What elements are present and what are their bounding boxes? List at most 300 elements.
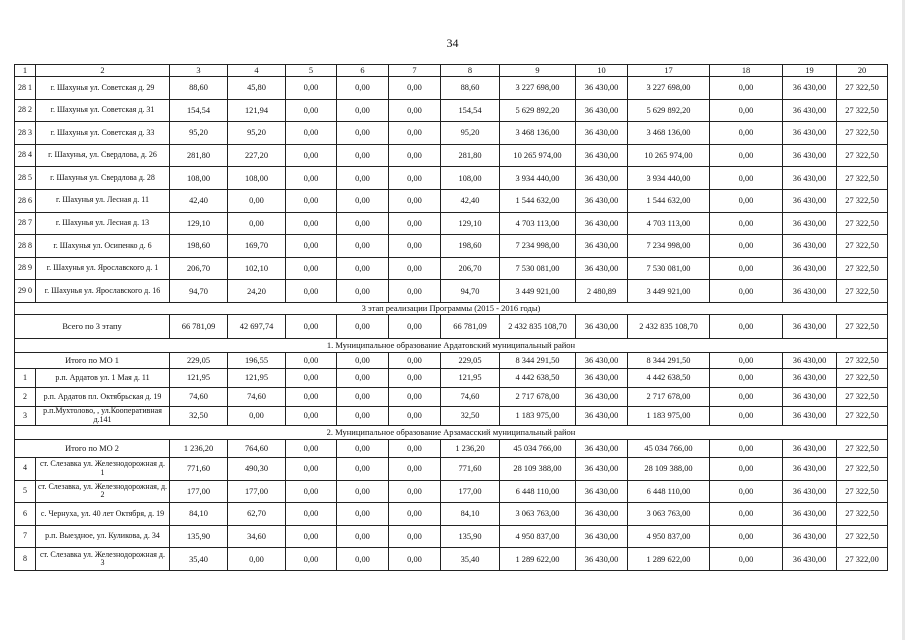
- table-cell: 0,00: [337, 480, 389, 503]
- table-cell: 0,00: [337, 257, 389, 280]
- table-cell: 9: [500, 65, 576, 77]
- section-title-row: [15, 302, 888, 314]
- table-cell: Итого по МО 1: [15, 352, 170, 368]
- table-row: [15, 480, 888, 503]
- table-cell: с. Чернуха, ул. 40 лет Октября, д. 19: [36, 503, 170, 526]
- table-cell: 0,00: [286, 368, 337, 387]
- table-cell: 0,00: [286, 167, 337, 190]
- table-cell: 0,00: [286, 77, 337, 100]
- table-cell: 129,10: [441, 212, 500, 235]
- table-cell: 0,00: [389, 352, 441, 368]
- table-cell: 102,10: [228, 257, 286, 280]
- table-cell: 27 322,50: [837, 144, 888, 167]
- table-cell: 1 183 975,00: [628, 406, 710, 425]
- section-title-row: [15, 338, 888, 352]
- table-cell: 0,00: [389, 480, 441, 503]
- table-cell: 3 063 763,00: [500, 503, 576, 526]
- table-cell: 0,00: [710, 439, 783, 457]
- table-cell: 1 289 622,00: [500, 548, 576, 571]
- table-row: [15, 235, 888, 258]
- table-cell: г. Шахунья ул. Советская д. 31: [36, 99, 170, 122]
- table-cell: 4 703 113,00: [500, 212, 576, 235]
- total-row: [15, 314, 888, 338]
- table-cell: 0,00: [337, 368, 389, 387]
- table-cell: 0,00: [337, 457, 389, 480]
- table-cell: 10: [576, 65, 628, 77]
- table-row: [15, 144, 888, 167]
- table-cell: 2: [15, 387, 36, 406]
- table-cell: 0,00: [337, 189, 389, 212]
- table-cell: 0,00: [710, 257, 783, 280]
- table-cell: 227,20: [228, 144, 286, 167]
- table-cell: 281,80: [441, 144, 500, 167]
- table-cell: 0,00: [337, 122, 389, 145]
- table-cell: 0,00: [286, 387, 337, 406]
- table-cell: г. Шахунья ул. Осипенко д. 6: [36, 235, 170, 258]
- table-cell: 0,00: [228, 406, 286, 425]
- table-cell: 28 9: [15, 257, 36, 280]
- table-cell: 0,00: [389, 235, 441, 258]
- table-cell: 36 430,00: [783, 439, 837, 457]
- table-cell: 3 934 440,00: [628, 167, 710, 190]
- table-cell: 8 344 291,50: [500, 352, 576, 368]
- table-cell: 27 322,50: [837, 457, 888, 480]
- table-cell: 0,00: [710, 525, 783, 548]
- table-cell: 7 530 081,00: [500, 257, 576, 280]
- table-cell: 36 430,00: [783, 548, 837, 571]
- table-cell: 771,60: [441, 457, 500, 480]
- table-cell: 0,00: [286, 503, 337, 526]
- table-cell: 36 430,00: [576, 387, 628, 406]
- table-cell: 0,00: [710, 457, 783, 480]
- table-cell: 36 430,00: [576, 368, 628, 387]
- table-cell: 6 448 110,00: [628, 480, 710, 503]
- table-cell: 177,00: [170, 480, 228, 503]
- table-cell: 5: [286, 65, 337, 77]
- table-cell: 121,94: [228, 99, 286, 122]
- table-cell: 10 265 974,00: [500, 144, 576, 167]
- table-cell: 36 430,00: [576, 99, 628, 122]
- table-cell: 27 322,50: [837, 280, 888, 303]
- table-cell: 206,70: [170, 257, 228, 280]
- table-cell: 36 430,00: [783, 122, 837, 145]
- table-cell: 0,00: [389, 525, 441, 548]
- table-cell: 2 717 678,00: [628, 387, 710, 406]
- table-cell: 28 109 388,00: [500, 457, 576, 480]
- table-cell: г. Шахунья, ул. Свердлова, д. 26: [36, 144, 170, 167]
- table-cell: 28 1: [15, 77, 36, 100]
- table-cell: 2. Муниципальное образование Арзамасский муниципальный район: [15, 425, 888, 439]
- table-row: [15, 99, 888, 122]
- table-cell: 27 322,50: [837, 189, 888, 212]
- table-cell: 24,20: [228, 280, 286, 303]
- table-cell: г. Шахунья ул. Лесная д. 11: [36, 189, 170, 212]
- table-cell: 27 322,50: [837, 368, 888, 387]
- table-cell: 2 432 835 108,70: [500, 314, 576, 338]
- table-cell: 0,00: [337, 503, 389, 526]
- page-number: 34: [446, 36, 459, 50]
- total-row: [15, 439, 888, 457]
- table-cell: 36 430,00: [576, 406, 628, 425]
- table-cell: 27 322,50: [837, 525, 888, 548]
- header-row: [15, 65, 888, 77]
- table-cell: 36 430,00: [576, 144, 628, 167]
- table-cell: 2 480,89: [576, 280, 628, 303]
- table-cell: 28 6: [15, 189, 36, 212]
- table-cell: 0,00: [389, 167, 441, 190]
- table-cell: 0,00: [286, 457, 337, 480]
- table-cell: 129,10: [170, 212, 228, 235]
- table-cell: 17: [628, 65, 710, 77]
- table-cell: 8 344 291,50: [628, 352, 710, 368]
- table-cell: 36 430,00: [576, 189, 628, 212]
- table-cell: 0,00: [710, 368, 783, 387]
- table-cell: 36 430,00: [576, 212, 628, 235]
- table-cell: 36 430,00: [783, 144, 837, 167]
- table-cell: 0,00: [337, 525, 389, 548]
- table-cell: 95,20: [228, 122, 286, 145]
- table-row: [15, 189, 888, 212]
- table-cell: 4 950 837,00: [628, 525, 710, 548]
- table-cell: 0,00: [286, 257, 337, 280]
- table-cell: 4: [15, 457, 36, 480]
- table-cell: 27 322,50: [837, 480, 888, 503]
- table-cell: 36 430,00: [783, 77, 837, 100]
- table-cell: 177,00: [441, 480, 500, 503]
- table-cell: 0,00: [389, 314, 441, 338]
- table-cell: 28 7: [15, 212, 36, 235]
- table-cell: 2 717 678,00: [500, 387, 576, 406]
- table-cell: 0,00: [337, 212, 389, 235]
- table-cell: 3 449 921,00: [500, 280, 576, 303]
- table-cell: 0,00: [710, 189, 783, 212]
- table-cell: 4 703 113,00: [628, 212, 710, 235]
- table-cell: 0,00: [710, 77, 783, 100]
- table-cell: 0,00: [286, 439, 337, 457]
- table-cell: 4 442 638,50: [500, 368, 576, 387]
- table-cell: 84,10: [441, 503, 500, 526]
- table-cell: ст. Слезавка ул. Железнодорожная д. 1: [36, 457, 170, 480]
- table-cell: 3: [170, 65, 228, 77]
- table-cell: 35,40: [170, 548, 228, 571]
- table-cell: 0,00: [389, 280, 441, 303]
- table-cell: 0,00: [286, 122, 337, 145]
- table-cell: 28 8: [15, 235, 36, 258]
- table-cell: 28 3: [15, 122, 36, 145]
- table-cell: 74,60: [170, 387, 228, 406]
- table-cell: г. Шахунья ул. Советская д. 33: [36, 122, 170, 145]
- table-cell: 198,60: [441, 235, 500, 258]
- table-cell: 36 430,00: [576, 439, 628, 457]
- table-cell: 27 322,00: [837, 548, 888, 571]
- table-cell: 2 432 835 108,70: [628, 314, 710, 338]
- table-cell: 27 322,50: [837, 212, 888, 235]
- table-cell: Итого по МО 2: [15, 439, 170, 457]
- table-cell: 36 430,00: [783, 167, 837, 190]
- table-cell: 4 442 638,50: [628, 368, 710, 387]
- table-cell: 0,00: [337, 77, 389, 100]
- table-cell: 0,00: [710, 387, 783, 406]
- table-cell: г. Шахунья ул. Ярославского д. 16: [36, 280, 170, 303]
- table-cell: 7: [389, 65, 441, 77]
- table-cell: 121,95: [441, 368, 500, 387]
- table-cell: 35,40: [441, 548, 500, 571]
- table-cell: 6 448 110,00: [500, 480, 576, 503]
- table-cell: 3: [15, 406, 36, 425]
- table-cell: 74,60: [228, 387, 286, 406]
- table-cell: 4: [228, 65, 286, 77]
- table-cell: 1 544 632,00: [628, 189, 710, 212]
- table-cell: 0,00: [337, 439, 389, 457]
- table-cell: 7 530 081,00: [628, 257, 710, 280]
- table-cell: 36 430,00: [576, 457, 628, 480]
- table-cell: 177,00: [228, 480, 286, 503]
- table-cell: 10 265 974,00: [628, 144, 710, 167]
- table-cell: 1. Муниципальное образование Ардатовский муниципальный район: [15, 338, 888, 352]
- table-cell: г. Шахунья ул. Свердлова д. 28: [36, 167, 170, 190]
- table-cell: 0,00: [337, 548, 389, 571]
- table-cell: 45 034 766,00: [500, 439, 576, 457]
- table-cell: 20: [837, 65, 888, 77]
- table-cell: 27 322,50: [837, 235, 888, 258]
- table-cell: 0,00: [286, 525, 337, 548]
- table-cell: 1 544 632,00: [500, 189, 576, 212]
- table-cell: 0,00: [286, 480, 337, 503]
- table-cell: 2: [36, 65, 170, 77]
- table-row: [15, 387, 888, 406]
- table-cell: 36 430,00: [576, 314, 628, 338]
- table-cell: 28 5: [15, 167, 36, 190]
- table-cell: 8: [441, 65, 500, 77]
- table-cell: 36 430,00: [783, 212, 837, 235]
- table-cell: 0,00: [710, 144, 783, 167]
- table-cell: 8: [15, 548, 36, 571]
- table-cell: 5 629 892,20: [628, 99, 710, 122]
- table-cell: 0,00: [286, 212, 337, 235]
- table-cell: 7 234 998,00: [500, 235, 576, 258]
- table-cell: 0,00: [228, 548, 286, 571]
- table-cell: 66 781,09: [441, 314, 500, 338]
- table-cell: 0,00: [710, 235, 783, 258]
- table-cell: 34,60: [228, 525, 286, 548]
- table-cell: 169,70: [228, 235, 286, 258]
- table-cell: 154,54: [170, 99, 228, 122]
- table-cell: 0,00: [389, 257, 441, 280]
- table-cell: 0,00: [710, 352, 783, 368]
- table-cell: 5 629 892,20: [500, 99, 576, 122]
- table-cell: 135,90: [170, 525, 228, 548]
- table-cell: 28 109 388,00: [628, 457, 710, 480]
- table-cell: 36 430,00: [576, 352, 628, 368]
- table-cell: 45 034 766,00: [628, 439, 710, 457]
- table-cell: 0,00: [286, 280, 337, 303]
- table-cell: 0,00: [710, 99, 783, 122]
- table-cell: 0,00: [389, 439, 441, 457]
- table-row: [15, 77, 888, 100]
- table-cell: 27 322,50: [837, 406, 888, 425]
- table-cell: 764,60: [228, 439, 286, 457]
- table-cell: 0,00: [337, 352, 389, 368]
- table-cell: 0,00: [286, 548, 337, 571]
- table-cell: 1 236,20: [441, 439, 500, 457]
- table-cell: 28 2: [15, 99, 36, 122]
- table-cell: 66 781,09: [170, 314, 228, 338]
- table-cell: 1 183 975,00: [500, 406, 576, 425]
- table-cell: 36 430,00: [783, 457, 837, 480]
- table-cell: 0,00: [389, 406, 441, 425]
- table-row: [15, 457, 888, 480]
- table-cell: 0,00: [337, 144, 389, 167]
- table-cell: 88,60: [441, 77, 500, 100]
- table-cell: 0,00: [228, 189, 286, 212]
- table-cell: 32,50: [441, 406, 500, 425]
- table-cell: 36 430,00: [783, 525, 837, 548]
- table-cell: 29 0: [15, 280, 36, 303]
- table-cell: ст. Слезавка, ул. Железнодорожная, д. 2: [36, 480, 170, 503]
- table-cell: 6: [337, 65, 389, 77]
- table-cell: 27 322,50: [837, 122, 888, 145]
- table-cell: 3 449 921,00: [628, 280, 710, 303]
- table-cell: 27 322,50: [837, 167, 888, 190]
- table-cell: 95,20: [441, 122, 500, 145]
- table-cell: 3 этап реализации Программы (2015 - 2016 годы): [15, 302, 888, 314]
- table-cell: 74,60: [441, 387, 500, 406]
- table-cell: 36 430,00: [783, 257, 837, 280]
- table-cell: 0,00: [286, 314, 337, 338]
- table-cell: 771,60: [170, 457, 228, 480]
- table-row: [15, 257, 888, 280]
- table-cell: 196,55: [228, 352, 286, 368]
- table-cell: 229,05: [441, 352, 500, 368]
- table-cell: 88,60: [170, 77, 228, 100]
- table-cell: 19: [783, 65, 837, 77]
- table-cell: 0,00: [286, 235, 337, 258]
- table-cell: 198,60: [170, 235, 228, 258]
- table-cell: 36 430,00: [576, 167, 628, 190]
- table-cell: 0,00: [286, 189, 337, 212]
- table-cell: 108,00: [441, 167, 500, 190]
- table-cell: 42,40: [441, 189, 500, 212]
- table-cell: 6: [15, 503, 36, 526]
- table-cell: ст. Слезавка ул. Железнодорожная д. 3: [36, 548, 170, 571]
- table-cell: 0,00: [286, 144, 337, 167]
- table-cell: 0,00: [389, 503, 441, 526]
- table-cell: 0,00: [710, 480, 783, 503]
- table-cell: 108,00: [228, 167, 286, 190]
- table-cell: р.п.Мухтолово, , ул.Кооперативная д.141: [36, 406, 170, 425]
- table-cell: 36 430,00: [576, 503, 628, 526]
- table-cell: 36 430,00: [783, 406, 837, 425]
- table-row: [15, 122, 888, 145]
- table-cell: г. Шахунья ул. Советская д. 29: [36, 77, 170, 100]
- table-cell: 0,00: [389, 368, 441, 387]
- table-cell: 154,54: [441, 99, 500, 122]
- table-cell: 0,00: [389, 548, 441, 571]
- table-row: [15, 212, 888, 235]
- table-cell: 0,00: [389, 457, 441, 480]
- table-row: [15, 503, 888, 526]
- table-cell: 27 322,50: [837, 387, 888, 406]
- table-cell: 121,95: [170, 368, 228, 387]
- table-row: [15, 368, 888, 387]
- table-cell: 27 322,50: [837, 503, 888, 526]
- table-cell: 36 430,00: [783, 352, 837, 368]
- table-cell: г. Шахунья ул. Лесная д. 13: [36, 212, 170, 235]
- table-cell: 0,00: [389, 144, 441, 167]
- table-cell: 36 430,00: [783, 189, 837, 212]
- table-cell: 0,00: [389, 189, 441, 212]
- table-cell: 5: [15, 480, 36, 503]
- table-cell: 0,00: [710, 548, 783, 571]
- table-cell: 0,00: [337, 280, 389, 303]
- table-cell: 229,05: [170, 352, 228, 368]
- table-cell: 0,00: [710, 314, 783, 338]
- table-cell: р.п. Выездное, ул. Куликова, д. 34: [36, 525, 170, 548]
- table-cell: 18: [710, 65, 783, 77]
- program-table: [14, 64, 888, 571]
- table-cell: 27 322,50: [837, 77, 888, 100]
- table-cell: 1: [15, 368, 36, 387]
- table-cell: 0,00: [286, 406, 337, 425]
- table-cell: 28 4: [15, 144, 36, 167]
- table-cell: 3 063 763,00: [628, 503, 710, 526]
- table-cell: 4 950 837,00: [500, 525, 576, 548]
- table-cell: р.п. Ардатов ул. 1 Мая д. 11: [36, 368, 170, 387]
- table-cell: 36 430,00: [576, 235, 628, 258]
- table-cell: 121,95: [228, 368, 286, 387]
- table-cell: 36 430,00: [783, 99, 837, 122]
- table-cell: 3 468 136,00: [628, 122, 710, 145]
- table-cell: 108,00: [170, 167, 228, 190]
- table-cell: 135,90: [441, 525, 500, 548]
- table-row: [15, 406, 888, 425]
- table-row: [15, 167, 888, 190]
- table-cell: 0,00: [710, 122, 783, 145]
- table-cell: 1 236,20: [170, 439, 228, 457]
- table-cell: 36 430,00: [576, 77, 628, 100]
- table-row: [15, 280, 888, 303]
- table-cell: 36 430,00: [783, 280, 837, 303]
- table-cell: 7: [15, 525, 36, 548]
- table-cell: 0,00: [337, 167, 389, 190]
- table-cell: 27 322,50: [837, 257, 888, 280]
- section-title-row: [15, 425, 888, 439]
- table-cell: 0,00: [710, 503, 783, 526]
- table-cell: 36 430,00: [576, 480, 628, 503]
- table-row: [15, 525, 888, 548]
- table-cell: 206,70: [441, 257, 500, 280]
- table-cell: 94,70: [441, 280, 500, 303]
- table-cell: 0,00: [337, 314, 389, 338]
- table-cell: 45,80: [228, 77, 286, 100]
- table-cell: 0,00: [286, 352, 337, 368]
- table-cell: 27 322,50: [837, 99, 888, 122]
- table-cell: 0,00: [337, 387, 389, 406]
- table-cell: р.п. Ардатов пл. Октябрьская д. 19: [36, 387, 170, 406]
- table-cell: 0,00: [710, 280, 783, 303]
- table-cell: г. Шахунья ул. Ярославского д. 1: [36, 257, 170, 280]
- table-cell: 0,00: [710, 406, 783, 425]
- table-cell: 94,70: [170, 280, 228, 303]
- table-cell: 36 430,00: [576, 257, 628, 280]
- table-cell: 0,00: [710, 167, 783, 190]
- table-cell: 36 430,00: [783, 387, 837, 406]
- table-cell: 27 322,50: [837, 314, 888, 338]
- table-cell: 36 430,00: [576, 548, 628, 571]
- table-cell: 27 322,50: [837, 352, 888, 368]
- table-cell: 36 430,00: [783, 368, 837, 387]
- table-cell: 62,70: [228, 503, 286, 526]
